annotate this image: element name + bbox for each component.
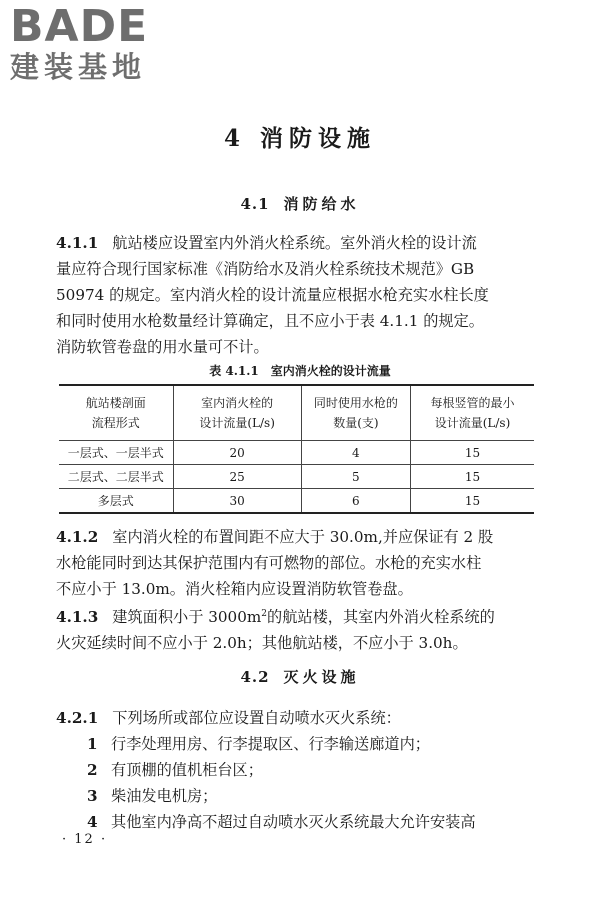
clause-4-2-1: [56, 705, 534, 731]
table-cell: 6: [301, 489, 410, 514]
table-header-row: [59, 385, 534, 441]
column-header: 每根竖管的最小 设计流量(L/s): [411, 385, 535, 441]
column-header: 同时使用水枪的 数量(支): [301, 385, 410, 441]
clause-number: 4.1.2: [56, 528, 99, 546]
section-heading-4-1: [0, 193, 600, 214]
table-cell: 4: [301, 441, 410, 465]
column-header: 航站楼剖面 流程形式: [59, 385, 173, 441]
superscript: 2: [261, 609, 268, 619]
list-item: 4 其他室内净高不超过自动喷水灭火系统最大允许安装高: [87, 809, 537, 835]
table-title: 室内消火栓的设计流量: [270, 364, 391, 378]
clause-line: 水枪能同时到达其保护范围内有可燃物的部位。水枪的充实水柱: [56, 554, 482, 572]
list-item: 3 柴油发电机房；: [87, 783, 537, 809]
item-number: 4: [87, 813, 98, 831]
table-cell: 15: [411, 441, 535, 465]
table-cell: 25: [173, 465, 301, 489]
item-number: 1: [87, 735, 98, 753]
logo-subtitle: 建装基地: [10, 50, 147, 84]
section-number: 4.2: [240, 668, 270, 686]
clause-line: 消防软管卷盘的用水量可不计。: [56, 338, 269, 356]
chapter-title: [0, 120, 600, 153]
list-item: 1 行李处理用房、行李提取区、行李输送廊道内；: [87, 731, 537, 757]
table-cell: 二层式、二层半式: [59, 465, 173, 489]
clause-line: 火灾延续时间不应小于 2.0h；其他航站楼，不应小于 3.0h。: [56, 634, 468, 653]
clause-line: 不应小于 13.0m。消火栓箱内应设置消防软管卷盘。: [56, 580, 413, 598]
table-cell: 一层式、一层半式: [59, 441, 173, 465]
clause-line: 量应符合现行国家标准《消防给水及消火栓系统技术规范》GB: [56, 260, 475, 278]
table-row: [59, 465, 534, 489]
table-number: 表 4.1.1: [209, 364, 259, 378]
clause-line: 4.1.2 室内消火栓的布置间距不应大于 30.0m,并应保证有 2 股: [56, 528, 494, 546]
clause-4-1-1: [56, 230, 534, 360]
page-number: · 12 ·: [62, 832, 108, 847]
table-cell: 30: [173, 489, 301, 514]
clause-4-1-3: [56, 601, 534, 656]
brand-logo: [10, 1, 180, 84]
section-heading-4-2: [0, 666, 600, 687]
clause-number: 4.2.1: [56, 709, 99, 727]
chapter-heading: 消防设施: [260, 125, 376, 152]
clause-line: 4.1.3 建筑面积小于 $3000m^2$的航站楼，其室内外消火栓系统的: [56, 608, 495, 627]
clause-line: 和同时使用水枪数量经计算确定，且不应小于表 4.1.1 的规定。: [56, 312, 484, 330]
clause-number: 4.1.3: [56, 608, 99, 627]
fire-hydrant-flow-table: [59, 384, 534, 514]
clause-line: 4.1.1 航站楼应设置室内外消火栓系统。室外消火栓的设计流: [56, 234, 477, 252]
table-cell: 15: [411, 489, 535, 514]
chapter-number: 4: [223, 125, 246, 152]
list-item: 2 有顶棚的值机柜台区；: [87, 757, 537, 783]
clause-number: 4.1.1: [56, 234, 99, 252]
table-row: [59, 441, 534, 465]
clause-4-1-2: [56, 524, 534, 602]
table-cell: 20: [173, 441, 301, 465]
table-cell: 5: [301, 465, 410, 489]
table-cell: 15: [411, 465, 535, 489]
section-number: 4.1: [240, 195, 270, 213]
column-header: 室内消火栓的 设计流量(L/s): [173, 385, 301, 441]
item-number: 2: [87, 761, 98, 779]
clause-line: 4.2.1 下列场所或部位应设置自动喷水灭火系统：: [56, 709, 401, 727]
logo-wordmark: BADE: [10, 1, 149, 52]
section-title: 灭火设施: [283, 668, 360, 686]
section-title: 消防给水: [283, 195, 360, 213]
item-number: 3: [87, 787, 98, 805]
table-row: [59, 489, 534, 514]
table-cell: 多层式: [59, 489, 173, 514]
table-caption: [0, 362, 600, 379]
clause-line: 50974 的规定。室内消火栓的设计流量应根据水枪充实水柱长度: [56, 286, 489, 304]
